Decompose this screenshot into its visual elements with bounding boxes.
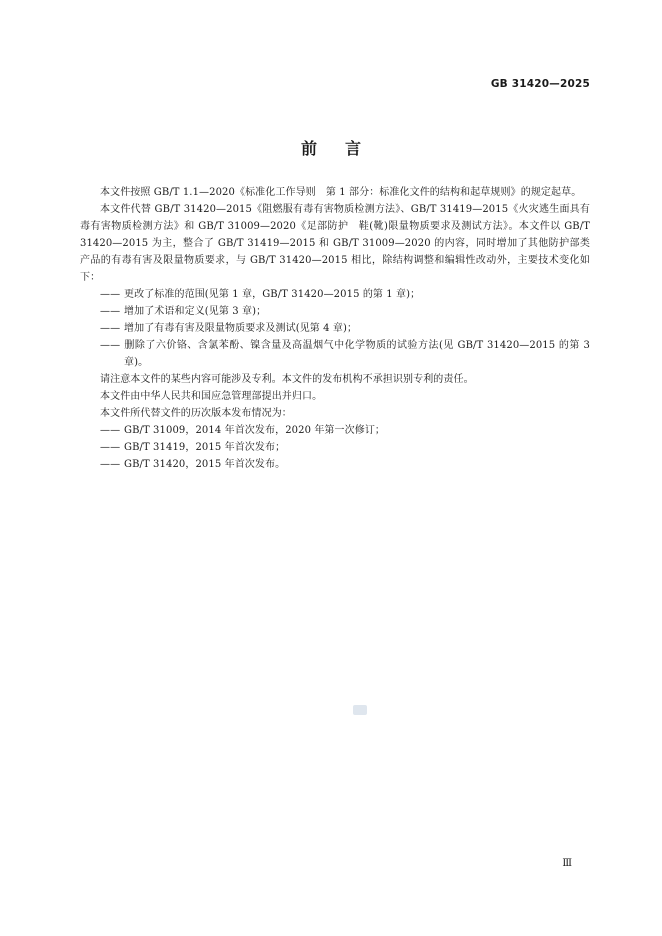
standard-number: GB 31420—2025: [490, 78, 590, 90]
change-text: 增加了有毒有害及限量物质要求及测试(见第 4 章)；: [124, 323, 358, 334]
change-text: 更改了标准的范围(见第 1 章，GB/T 31420—2015 的第 1 章)；: [124, 289, 421, 300]
list-dash: ——: [100, 425, 121, 436]
history-item: [80, 456, 590, 473]
list-dash: ——: [100, 442, 121, 453]
change-text: 删除了六价铬、含氯苯酚、镍含量及高温烟气中化学物质的试验方法(见 GB/T 31420—2015 的第 3 章)。: [124, 340, 590, 368]
change-item: [80, 337, 590, 371]
list-dash: ——: [100, 340, 121, 351]
change-text: 增加了术语和定义(见第 3 章)；: [124, 306, 267, 317]
paragraph-drafting-rules: 本文件按照 GB/T 1.1—2020《标准化工作导则 第 1 部分：标准化文件的结构和起草规则》的规定起草。: [100, 187, 582, 198]
paragraph-history-intro: 本文件所代替文件的历次版本发布情况为：: [100, 408, 292, 419]
page-number: Ⅲ: [562, 858, 572, 869]
list-dash: ——: [100, 306, 121, 317]
list-dash: ——: [100, 323, 121, 334]
paragraph-replacement: 本文件代替 GB/T 31420—2015《阻燃服有毒有害物质检测方法》、GB/T 31419—2015《火灾逃生面具有毒有害物质检测方法》和 GB/T 31009—2020《足部防护 鞋(靴)限量物质要求及测试方法》。本文件以 GB/T 31420—2015 为主，整合了 GB/T 31419—2015 和 GB/T 31009—2020 的内容，同时增加了其他防护部类产品的有毒有害及限量物质要求，与 GB/T 31420—2015 相比，除结构调整和编辑性改动外，主要技术变化如下：: [80, 204, 590, 283]
page-title: 前言: [300, 139, 389, 158]
history-text: GB/T 31419，2015 年首次发布；: [124, 442, 286, 453]
list-dash: ——: [100, 459, 121, 470]
change-item: [80, 303, 590, 320]
foreword-body: [80, 184, 590, 473]
history-text: GB/T 31009，2014 年首次发布，2020 年第一次修订；: [124, 425, 386, 436]
paragraph-patent-notice: 请注意本文件的某些内容可能涉及专利。本文件的发布机构不承担识别专利的责任。: [100, 374, 474, 385]
change-item: [80, 320, 590, 337]
paragraph-proposer: 本文件由中华人民共和国应急管理部提出并归口。: [100, 391, 323, 402]
list-dash: ——: [100, 289, 121, 300]
change-item: [80, 286, 590, 303]
history-text: GB/T 31420，2015 年首次发布。: [124, 459, 286, 470]
history-item: [80, 422, 590, 439]
history-item: [80, 439, 590, 456]
watermark-logo: [353, 705, 367, 715]
